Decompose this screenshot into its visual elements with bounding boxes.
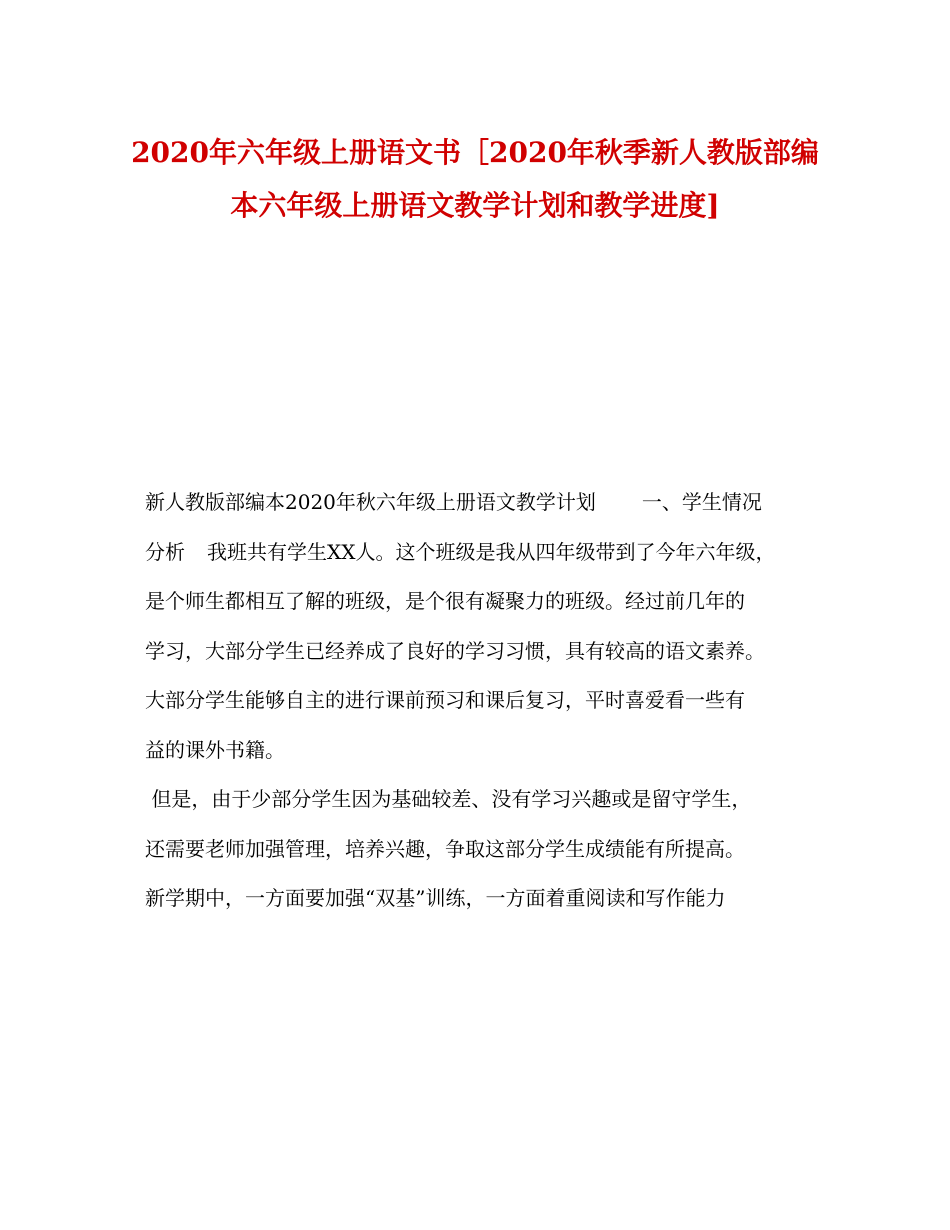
section-heading-continued: 分析 <box>145 539 185 564</box>
body-line-1 <box>145 478 825 528</box>
body-line-2 <box>145 528 825 578</box>
body-line-4 <box>145 627 825 677</box>
document-body <box>145 478 825 924</box>
paragraph-text: 学习，大部分学生已经养成了良好的学习习惯，具有较高的语文素养。 <box>145 638 765 663</box>
body-line-6 <box>145 726 825 776</box>
document-title <box>100 126 850 232</box>
paragraph-text: 我班共有学生XX人。这个班级是我从四年级带到了今年六年级， <box>207 539 776 564</box>
paragraph-text: 是个师生都相互了解的班级，是个很有凝聚力的班级。经过前几年的 <box>145 589 745 613</box>
body-line-5 <box>145 676 825 726</box>
section-heading-student-analysis: 一、学生情况 <box>641 490 762 514</box>
paragraph-text: 还需要老师加强管理，培养兴趣，争取这部分学生成绩能有所提高。 <box>145 836 745 861</box>
paragraph-text: 新学期中，一方面要加强“双基”训练，一方面着重阅读和写作能力 <box>145 886 726 910</box>
body-line-3 <box>145 577 825 627</box>
paragraph-text: 但是，由于少部分学生因为基础较差、没有学习兴趣或是留守学生， <box>145 787 752 811</box>
body-line-8 <box>145 825 825 875</box>
paragraph-text: 大部分学生能够自主的进行课前预习和课后复习，平时喜爱看一些有 <box>145 688 745 712</box>
title-line-2: 本六年级上册语文教学计划和教学进度] <box>230 189 720 222</box>
body-line-9 <box>145 874 825 924</box>
title-line-1: 2020年六年级上册语文书［2020年秋季新人教版部编 <box>131 136 819 169</box>
paragraph-text: 益的课外书籍。 <box>145 737 285 762</box>
body-line-7 <box>145 775 825 825</box>
plan-heading: 新人教版部编本2020年秋六年级上册语文教学计划 <box>145 490 596 514</box>
